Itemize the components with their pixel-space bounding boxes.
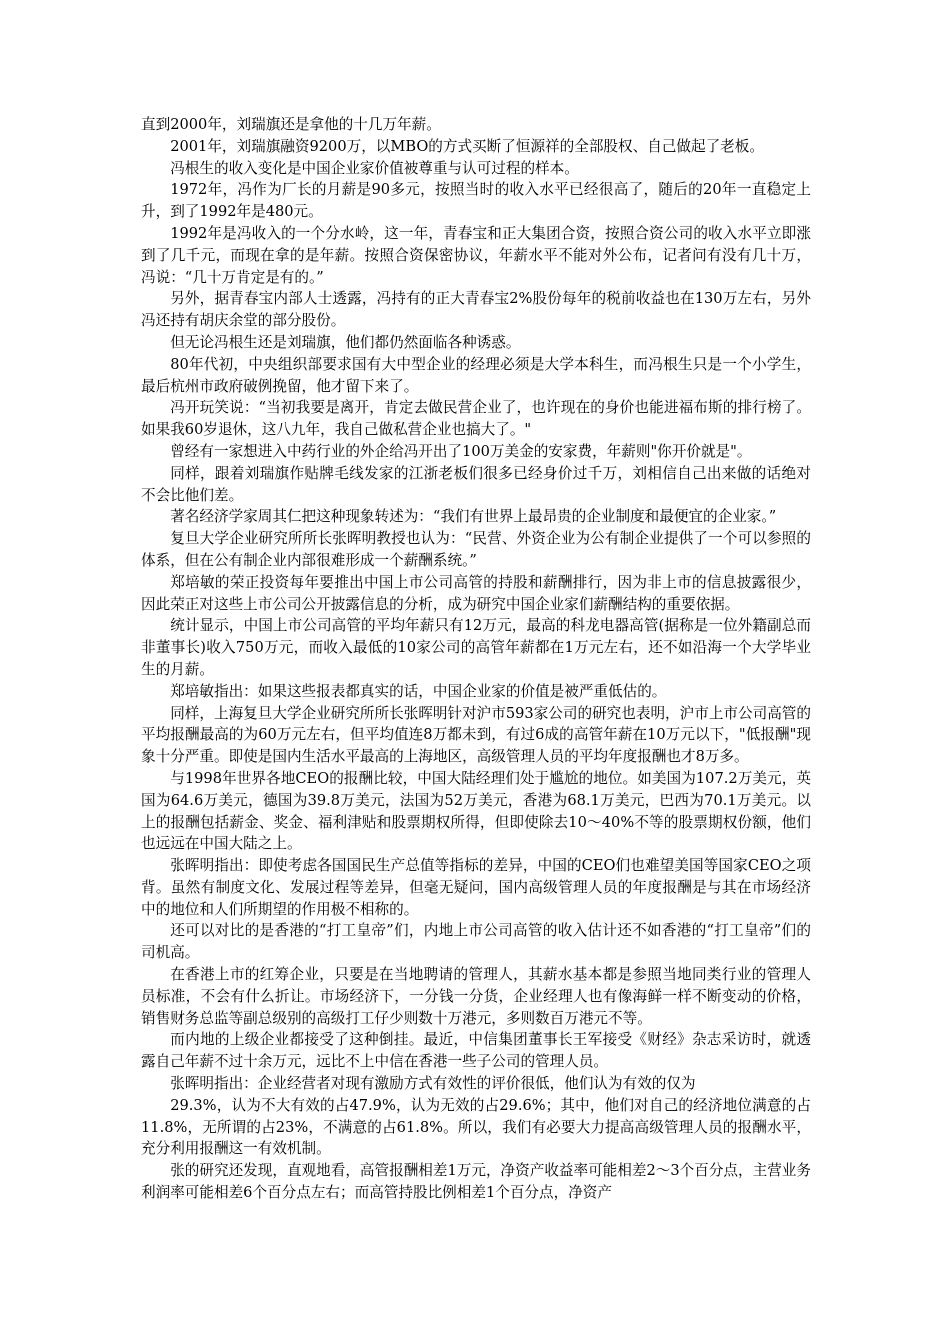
paragraph: 与1998年世界各地CEO的报酬比较，中国大陆经理们处于尴尬的地位。如美国为107.2万美元，英国为64.6万美元，德国为39.8万美元，法国为52万美元，香港为68.1万美元，巴西为70.1万美元。以上的报酬包括薪金、奖金、福利津贴和股票期权所得，但即使除去10～40%不等的股票期权份额，他们也远远在中国大陆之上。 [141,769,811,853]
paragraph: 同样，上海复旦大学企业研究所所长张晖明针对沪市593家公司的研究也表明，沪市上市公司高管的平均报酬最高的为60万元左右，但平均值连8万都未到，有过6成的高管年薪在10万元以下，"低报酬"现象十分严重。即使是国内生活水平最高的上海地区，高级管理人员的平均年度报酬也才8万多。 [141,704,811,766]
paragraph: 著名经济学家周其仁把这种现象转述为：“我们有世界上最昂贵的企业制度和最便宜的企业家。” [170,508,777,526]
paragraph: 29.3%，认为不大有效的占47.9%，认为无效的占29.6%；其中，他们对自己的经济地位满意的占11.8%，无所谓的占23%，不满意的占61.8%。所以，我们有必要大力提高高级管理人员的报酬水平，充分利用报酬这一有效机制。 [141,1096,811,1158]
paragraph: 而内地的上级企业都接受了这种倒挂。最近，中信集团董事长王军接受《财经》杂志采访时，就透露自己年薪不过十余万元，远比不上中信在香港一些子公司的管理人员。 [141,1031,811,1071]
paragraph: 还可以对比的是香港的“打工皇帝”们，内地上市公司高管的收入估计还不如香港的“打工皇帝”们的司机高。 [141,922,811,962]
paragraph: 复旦大学企业研究所所长张晖明教授也认为：“民营、外资企业为公有制企业提供了一个可以参照的体系，但在公有制企业内部很难形成一个薪酬系统。” [141,530,811,569]
paragraph: 张的研究还发现，直观地看，高管报酬相差1万元，净资产收益率可能相差2～3个百分点，主营业务利润率可能相差6个百分点左右；而高管持股比例相差1个百分点，净资产 [141,1162,811,1202]
document-body [141,114,811,1204]
paragraph: 冯开玩笑说：“当初我要是离开，肯定去做民营企业了，也许现在的身价也能进福布斯的排行榜了。如果我60岁退休，这八九年，我自己做私营企业也搞大了。" [141,399,811,439]
paragraph: 1992年是冯收入的一个分水岭，这一年，青春宝和正大集团合资，按照合资公司的收入水平立即涨到了几千元，而现在拿的是年薪。按照合资保密协议，年薪水平不能对外公布，记者问有没有几十万，冯说：“几十万肯定是有的。” [141,224,811,286]
paragraph: 另外，据青春宝内部人士透露，冯持有的正大青春宝2%股份每年的税前收益也在130万左右，另外冯还持有胡庆余堂的部分股份。 [141,290,811,330]
paragraph: 在香港上市的红筹企业，只要是在当地聘请的管理人，其薪水基本都是参照当地同类行业的管理人员标准，不会有什么折让。市场经济下，一分钱一分货，企业经理人也有像海鲜一样不断变动的价格，销售财务总监等副总级别的高级打工仔少则数十万港元，多则数百万港元不等。 [141,966,811,1027]
paragraph: 统计显示，中国上市公司高管的平均年薪只有12万元，最高的科龙电器高管(据称是一位外籍副总而非董事长)收入750万元，而收入最低的10家公司的高管年薪都在1万元左右，还不如沿海一个大学毕业生的月薪。 [141,617,811,678]
paragraph: 80年代初，中央组织部要求国有大中型企业的经理必须是大学本科生，而冯根生只是一个小学生，最后杭州市政府破例挽留，他才留下来了。 [141,355,811,395]
paragraph: 张晖明指出：企业经营者对现有激励方式有效性的评价很低，他们认为有效的仅为 [170,1075,696,1093]
paragraph: 同样，跟着刘瑞旗作贴牌毛线发家的江浙老板们很多已经身价过千万，刘相信自己出来做的话绝对不会比他们差。 [141,464,811,504]
paragraph: 郑培敏指出：如果这些报表都真实的话，中国企业家的价值是被严重低估的。 [170,682,667,700]
paragraph: 冯根生的收入变化是中国企业家价值被尊重与认可过程的样本。 [170,159,579,177]
paragraph: 但无论冯根生还是刘瑞旗，他们都仍然面临各种诱惑。 [170,333,521,351]
paragraph: 2001年，刘瑞旗融资9200万，以MBO的方式买断了恒源祥的全部股权、自己做起了老板。 [170,137,764,155]
paragraph: 直到2000年，刘瑞旗还是拿他的十几万年薪。 [141,116,441,133]
paragraph: 郑培敏的荣正投资每年要推出中国上市公司高管的持股和薪酬排行，因为非上市的信息披露很少，因此荣正对这些上市公司公开披露信息的分析，成为研究中国企业家们薪酬结构的重要依据。 [141,573,811,613]
paragraph: 1972年，冯作为厂长的月薪是90多元，按照当时的收入水平已经很高了，随后的20年一直稳定上升，到了1992年是480元。 [141,181,811,221]
paragraph: 张晖明指出：即使考虑各国国民生产总值等指标的差异，中国的CEO们也难望美国等国家CEO之项背。虽然有制度文化、发展过程等差异，但毫无疑问，国内高级管理人员的年度报酬是与其在市场经济中的地位和人们所期望的作用极不相称的。 [141,857,811,918]
paragraph: 曾经有一家想进入中药行业的外企给冯开出了100万美金的安家费，年薪则"你开价就是"。 [170,442,752,460]
